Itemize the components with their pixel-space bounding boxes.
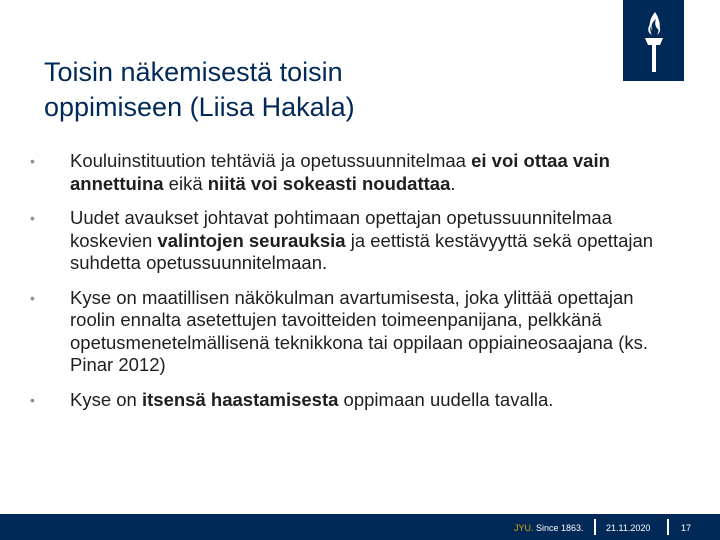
torch-logo-icon: [623, 0, 684, 81]
bullet-dot: •: [30, 153, 35, 169]
slide-title: [44, 55, 604, 125]
bullet-text: Uudet avaukset johtavat pohtimaan opettajan opetussuunnitelmaa koskevien: [70, 207, 613, 251]
bullet-text: Kyse on: [70, 388, 142, 410]
bullet-item: [30, 207, 680, 275]
bullet-text: oppimaan uudella tavalla.: [338, 388, 554, 410]
footer-divider: [594, 519, 596, 535]
bullet-emphasis: itsensä haastamisesta: [142, 388, 339, 410]
footer-bar: [0, 514, 720, 540]
bullet-emphasis: valintojen seurauksia: [157, 229, 346, 251]
footer-brand: [514, 523, 584, 533]
bullet-text: Kouluinstituution tehtäviä ja opetussuunnitelmaa: [70, 150, 472, 171]
bullet-text: ja eettistä kestävyyttä sekä opettajan suhdetta opetussuunnitelmaan.: [70, 229, 654, 273]
bullet-dot: •: [30, 210, 35, 226]
bullet-item: [30, 287, 680, 377]
bullet-text: Kyse on maatillisen näkökulman avartumisesta, joka ylittää opettajan roolin ennalta asetettujen tavoitteiden toimeenpanijana, pelkkänä opetusmenetelmällisenä teknikkona tai oppilaan oppiaineosaajana (ks. Pinar 2012): [70, 286, 648, 375]
footer-since-label: Since 1863.: [533, 523, 584, 533]
footer-divider: [667, 519, 669, 535]
bullet-emphasis: niitä voi sokeasti noudattaa: [207, 172, 451, 194]
bullet-item: [30, 389, 680, 412]
bullet-dot: •: [30, 289, 35, 306]
footer-jyu-label: JYU.: [514, 523, 534, 533]
bullet-text: eikä: [163, 172, 208, 194]
university-logo: [623, 0, 684, 81]
bullet-emphasis: ei voi ottaa vain annettuina: [70, 150, 610, 194]
title-line-1: Toisin näkemisestä toisin: [44, 57, 343, 87]
page-number: 17: [681, 523, 692, 533]
title-line-2: oppimiseen (Liisa Hakala): [44, 92, 355, 122]
bullet-item: [30, 150, 680, 195]
bullet-list: [30, 150, 680, 423]
bullet-text: .: [450, 172, 456, 194]
bullet-dot: •: [30, 391, 35, 408]
footer-date: 21.11.2020: [606, 523, 651, 533]
